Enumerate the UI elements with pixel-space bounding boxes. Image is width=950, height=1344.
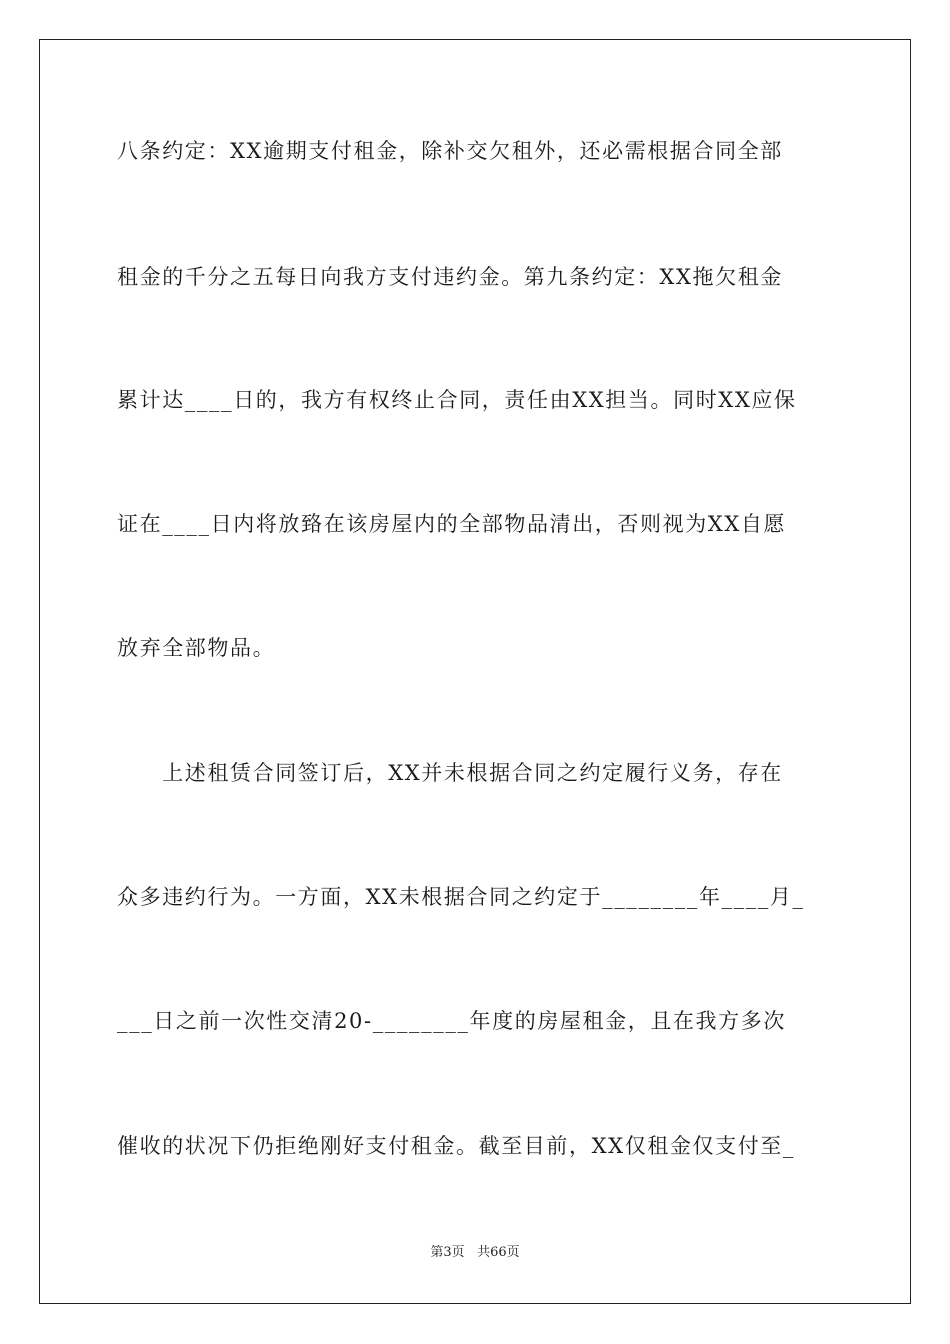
body-line-1: 八条约定：XX逾期支付租金，除补交欠租外，还必需根据合同全部 [117, 139, 783, 163]
body-line-6: 上述租赁合同签订后，XX并未根据合同之约定履行义务，存在 [117, 761, 783, 785]
page-total: 共66页 [477, 1245, 520, 1260]
page-border [39, 39, 911, 1304]
page-footer [0, 1244, 950, 1262]
body-line-2: 租金的千分之五每日向我方支付违约金。第九条约定：XX拖欠租金 [117, 265, 783, 289]
page-number: 第3页 [430, 1245, 465, 1260]
body-line-7: 众多违约行为。一方面，XX未根据合同之约定于________年____月_ [117, 885, 805, 909]
body-line-9: 催收的状况下仍拒绝刚好支付租金。截至目前，XX仅租金仅支付至_ [117, 1134, 795, 1158]
body-line-5: 放弃全部物品。 [117, 636, 276, 660]
body-line-8: ___日之前一次性交清20-________年度的房屋租金，且在我方多次 [117, 1009, 786, 1033]
body-line-3: 累计达____日的，我方有权终止合同，责任由XX担当。同时XX应保 [117, 388, 797, 412]
body-line-4: 证在____日内将放臵在该房屋内的全部物品清出，否则视为XX自愿 [117, 512, 787, 536]
